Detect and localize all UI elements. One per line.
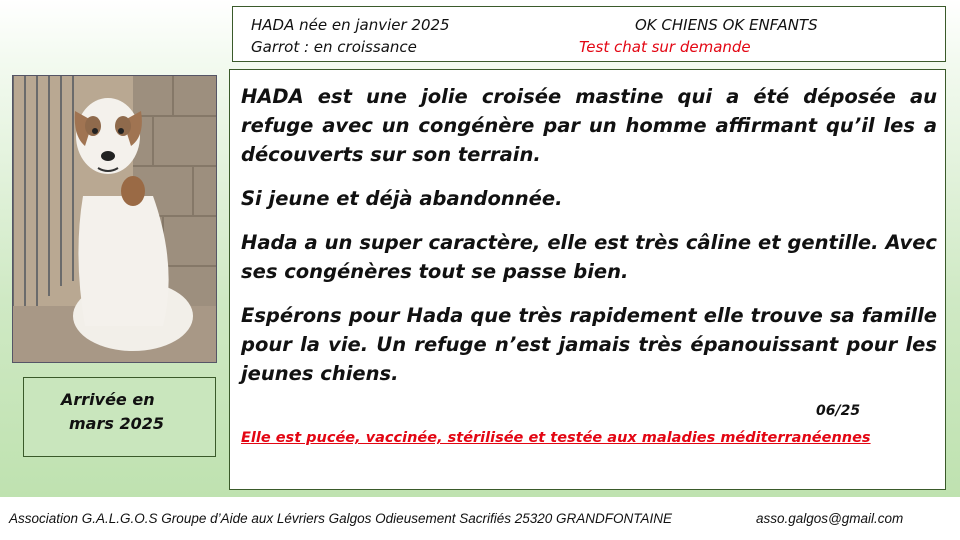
name-birth-text: HADA née en janvier 2025	[251, 16, 450, 34]
description-paragraph-1: HADA est une jolie croisée mastine qui a été déposée au refuge avec un congénère par un homme affirmant qu’il les a découverts sur son terrain.	[241, 85, 937, 166]
health-status-text: Elle est pucée, vaccinée, stérilisée et testée aux maladies méditerranéennes	[241, 430, 871, 446]
email-text: asso.galgos@gmail.com	[756, 511, 904, 526]
compatibility-text: OK CHIENS OK ENFANTS	[635, 16, 818, 34]
arrival-box	[23, 377, 216, 457]
dog-photo	[12, 75, 217, 363]
footer	[9, 511, 904, 526]
description-paragraph-3: Hada a un super caractère, elle est très câline et gentille. Avec ses congénères tout se passe bien.	[241, 231, 937, 283]
association-text: Association G.A.L.G.O.S Groupe d’Aide aux Lévriers Galgos Odieusement Sacrifiés 25320 GRANDFONTAINE	[9, 511, 673, 526]
arrival-line-1: Arrivée en	[61, 390, 155, 409]
description-paragraph-4: Espérons pour Hada que très rapidement elle trouve sa famille pour la vie. Un refuge n’est jamais très épanouissant pour les jeunes chiens.	[241, 304, 937, 385]
arrival-line-2: mars 2025	[69, 414, 164, 433]
withers-text: Garrot : en croissance	[251, 38, 417, 56]
info-header-box	[232, 6, 946, 62]
cat-test-text: Test chat sur demande	[579, 38, 751, 56]
date-text: 06/25	[816, 403, 861, 419]
description-paragraph-2: Si jeune et déjà abandonnée.	[241, 187, 563, 210]
description-box	[229, 69, 946, 490]
